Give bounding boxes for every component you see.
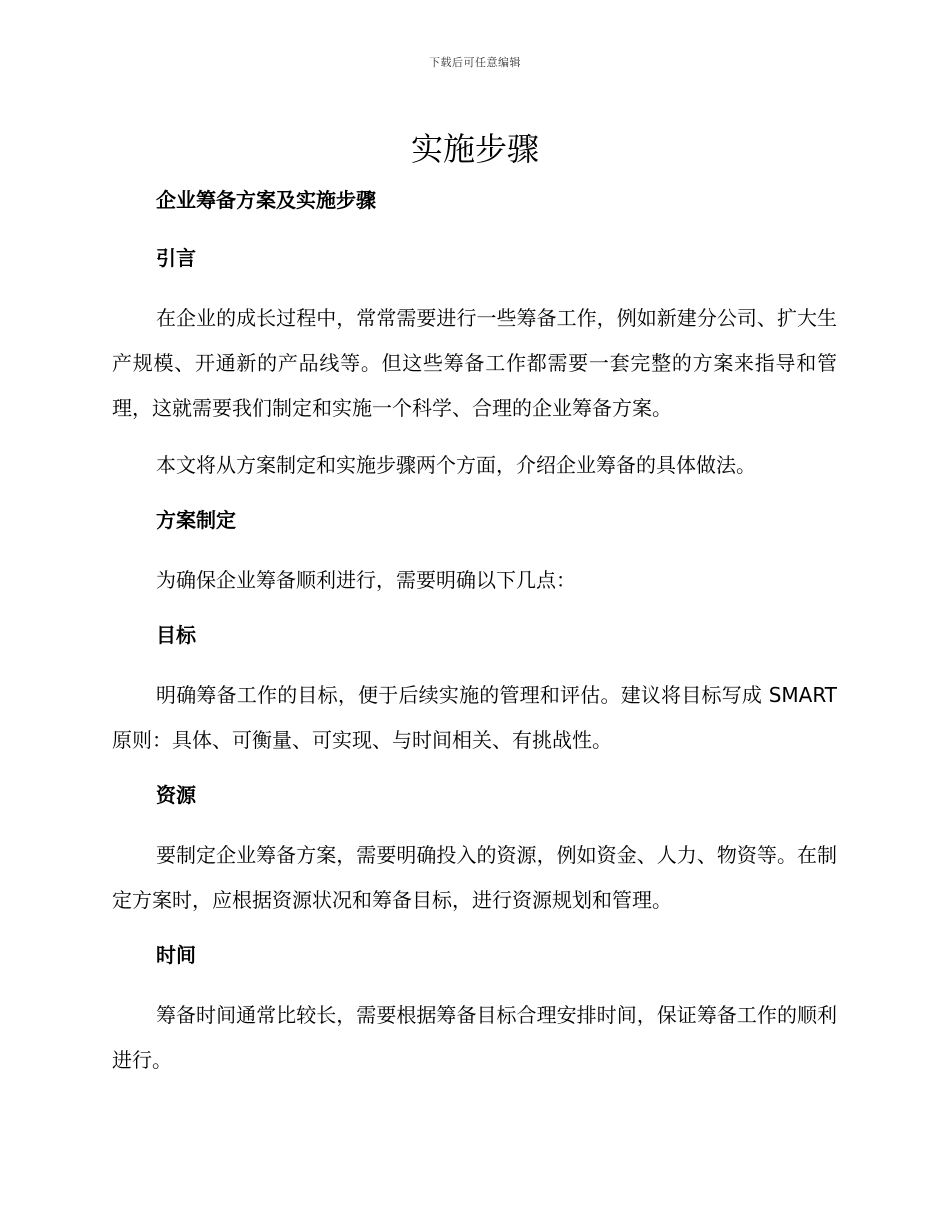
section-heading-intro: 引言 bbox=[156, 246, 196, 270]
section-heading-time: 时间 bbox=[156, 943, 196, 967]
header-note: 下载后可任意编辑 bbox=[429, 56, 521, 69]
paragraph-plan: 为确保企业筹备顺利进行，需要明确以下几点： bbox=[156, 568, 576, 592]
paragraph-goal: 明确筹备工作的目标，便于后续实施的管理和评估。建议将目标写成 SMART 原则：具体、可衡量、可实现、与时间相关、有挑战性。 bbox=[112, 683, 837, 752]
paragraph-intro-2: 本文将从方案制定和实施步骤两个方面，介绍企业筹备的具体做法。 bbox=[156, 453, 756, 477]
paragraph-resources: 要制定企业筹备方案，需要明确投入的资源，例如资金、人力、物资等。在制定方案时，应根据资源状况和筹备目标，进行资源规划和管理。 bbox=[112, 843, 837, 912]
section-heading-main: 企业筹备方案及实施步骤 bbox=[156, 188, 376, 212]
document-body bbox=[112, 180, 837, 1095]
section-heading-resources: 资源 bbox=[156, 783, 196, 807]
paragraph-time: 筹备时间通常比较长，需要根据筹备目标合理安排时间，保证筹备工作的顺利进行。 bbox=[112, 1003, 837, 1072]
section-heading-plan: 方案制定 bbox=[156, 508, 236, 532]
section-heading-goal: 目标 bbox=[156, 623, 196, 647]
paragraph-intro-1: 在企业的成长过程中，常常需要进行一些筹备工作，例如新建分公司、扩大生产规模、开通新的产品线等。但这些筹备工作都需要一套完整的方案来指导和管理，这就需要我们制定和实施一个科学、合理的企业筹备方案。 bbox=[112, 306, 837, 420]
document-title: 实施步骤 bbox=[410, 130, 539, 168]
